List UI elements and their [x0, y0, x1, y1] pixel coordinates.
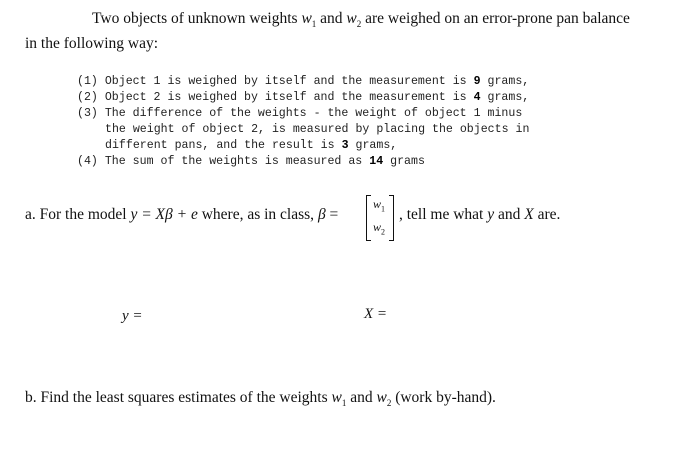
item-number: (3): [77, 107, 98, 120]
x-variable: X: [524, 206, 534, 223]
measurement-item-1: [77, 75, 529, 88]
part-a-question-end: [399, 206, 560, 224]
part-a-question: [25, 206, 338, 224]
item-unit: grams,: [480, 91, 530, 104]
model-equation: y = Xβ + e: [130, 206, 198, 223]
w2-subscript: 2: [386, 398, 392, 409]
intro-line-2: in the following way:: [25, 35, 159, 52]
part-b-and: and: [346, 389, 377, 406]
item-unit: grams: [383, 155, 425, 168]
item-number: (1): [77, 75, 98, 88]
part-a-and: and: [494, 206, 525, 223]
w1-subscript: 1: [311, 19, 317, 30]
part-a-text-1: a. For the model: [25, 206, 131, 223]
item-value: 14: [369, 155, 384, 168]
part-b-text-1: b. Find the least squares estimates of the weights: [25, 389, 332, 406]
item-value: 3: [341, 139, 349, 152]
part-a-text-3: , tell me what: [399, 206, 488, 223]
item-text: Object 1 is weighed by itself and the measurement is: [104, 75, 474, 88]
item-text: Object 2 is weighed by itself and the measurement is: [104, 91, 474, 104]
w1-variable: w: [301, 10, 312, 27]
item-number: (2): [77, 91, 98, 104]
measurement-item-2: [77, 91, 529, 104]
part-b-text-2: (work by-hand).: [391, 389, 496, 406]
measurement-item-4: [77, 155, 425, 168]
w2-variable: w: [376, 389, 387, 406]
vector-entry-w2: $w_2$: [373, 220, 386, 237]
part-a-text-4: are.: [533, 206, 561, 223]
beta-equals: =: [325, 206, 339, 223]
beta-vector: [364, 193, 396, 243]
part-a-text-2: where, as in class,: [197, 206, 318, 223]
item-text-line-1: The difference of the weights - the weight of object 1 minus: [104, 107, 523, 120]
beta-symbol: β: [317, 206, 326, 223]
intro-line-1: [92, 10, 630, 29]
measurement-item-3: [77, 107, 522, 120]
w1-variable: w: [331, 389, 342, 406]
item-value: 9: [473, 75, 481, 88]
intro-and: and: [316, 10, 347, 27]
x-equals-label: X =: [364, 306, 388, 322]
w2-subscript: 2: [356, 19, 362, 30]
item-value: 4: [473, 91, 481, 104]
item-number: (4): [77, 155, 98, 168]
measurement-item-3-line-2: the weight of object 2, is measured by placing the objects in: [105, 123, 530, 136]
intro-text-b: are weighed on an error-prone pan balance: [361, 10, 630, 27]
right-bracket: [389, 195, 394, 241]
w1-subscript: 1: [341, 398, 347, 409]
item-text: The sum of the weights is measured as: [104, 155, 370, 168]
left-bracket: [366, 195, 371, 241]
y-variable: y: [487, 206, 495, 223]
w2-variable: w: [346, 10, 357, 27]
y-equals-label: y =: [122, 308, 143, 324]
part-b-question: [25, 389, 496, 408]
item-unit: grams,: [480, 75, 530, 88]
item-unit: grams,: [348, 139, 398, 152]
vector-entry-w1: $w_1$: [373, 197, 386, 214]
item-text: different pans, and the result is: [105, 139, 342, 152]
measurement-item-3-line-3: [105, 139, 397, 152]
intro-text-a: Two objects of unknown weights: [92, 10, 302, 27]
